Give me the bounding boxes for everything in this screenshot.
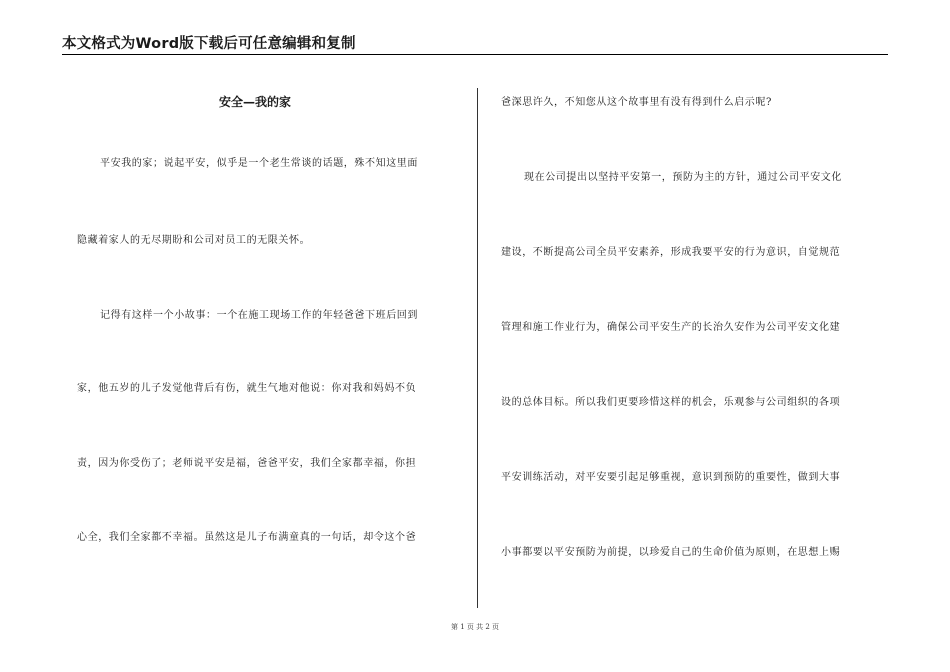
text-line: 平安我的家；说起平安，似乎是一个老生常谈的话题，殊不知这里面 bbox=[100, 158, 418, 169]
text-line: 设的总体目标。所以我们更要珍惜这样的机会，乐观参与公司组织的各项 bbox=[501, 397, 841, 408]
text-line: 责，因为你受伤了；老师说平安是福，爸爸平安，我们全家都幸福，你担 bbox=[77, 458, 417, 469]
text-line: 隐藏着家人的无尽期盼和公司对员工的无限关怀。 bbox=[77, 235, 311, 246]
text-line: 现在公司提出以坚持平安第一，预防为主的方针，通过公司平安文化 bbox=[524, 172, 842, 183]
text-line: 爸深思许久，不知您从这个故事里有没有得到什么启示呢? bbox=[501, 97, 772, 108]
page-header bbox=[62, 30, 888, 55]
text-line: 管理和施工作业行为，确保公司平安生产的长治久安作为公司平安文化建 bbox=[501, 322, 841, 333]
page-number: 第 1 页 共 2 页 bbox=[450, 623, 500, 631]
text-line: 心全，我们全家都不幸福。虽然这是儿子布满童真的一句话，却令这个爸 bbox=[77, 532, 417, 543]
text-line: 家，他五岁的儿子发觉他背后有伤，就生气地对他说：你对我和妈妈不负 bbox=[77, 383, 417, 394]
column-divider bbox=[477, 88, 478, 608]
document-title: 安全—我的家 bbox=[219, 95, 292, 109]
text-line: 平安训练活动，对平安要引起足够重视，意识到预防的重要性，做到大事 bbox=[501, 472, 841, 483]
text-line: 建设，不断提高公司全员平安素养，形成我要平安的行为意识，自觉规范 bbox=[501, 247, 841, 258]
header-title: 本文格式为Word版下载后可任意编辑和复制 bbox=[62, 36, 356, 52]
text-line: 小事都要以平安预防为前提，以珍爱自己的生命价值为原则，在思想上赐 bbox=[501, 547, 841, 558]
text-line: 记得有这样一个小故事：一个在施工现场工作的年轻爸爸下班后回到 bbox=[100, 310, 418, 321]
